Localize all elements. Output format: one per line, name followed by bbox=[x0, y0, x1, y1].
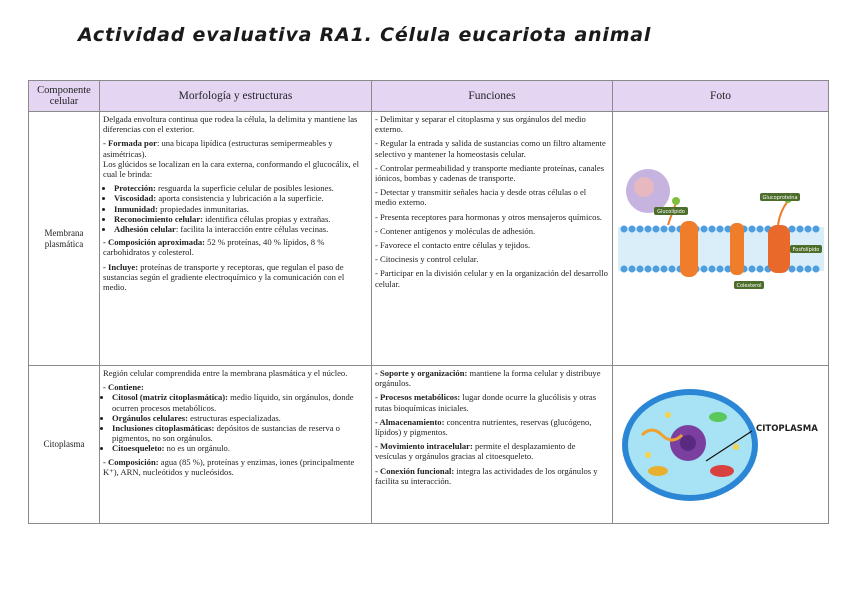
membrana-glucocalix-list bbox=[103, 183, 368, 234]
table-row-membrana bbox=[29, 112, 829, 366]
membrana-formada: - Formada por: una bicapa lipídica (estructuras semipermeables y asimétricas). bbox=[103, 138, 333, 159]
list-item: - Favorece el contacto entre células y tejidos. bbox=[375, 240, 531, 251]
citoplasma-composicion: - Composición: agua (85 %), proteínas y enzimas, iones (principalmente K⁺), ARN, nucleótidos y nucleósidos. bbox=[103, 456, 355, 477]
list-item: • Protección: resguarda la superficie celular de posibles lesiones. bbox=[114, 183, 368, 193]
citoplasma-name: Citoplasma bbox=[29, 366, 100, 524]
membrana-morfologia bbox=[100, 112, 372, 366]
membrana-name: Membrana plasmática bbox=[29, 112, 100, 366]
membrana-intro: Delgada envoltura continua que rodea la célula, la delimita y mantiene las diferencias con el exterior. bbox=[103, 114, 358, 135]
svg-text:Colesterol: Colesterol bbox=[735, 282, 762, 289]
list-item: - Controlar permeabilidad y transporte mediante proteínas, canales iónicos, bombas y cadenas de transporte. bbox=[375, 162, 605, 184]
membrane-illustration bbox=[618, 169, 824, 309]
list-item: - Soporte y organización: mantiene la forma celular y distribuye orgánulos. bbox=[375, 368, 601, 389]
page-title: Actividad evaluativa RA1. Célula eucariota animal bbox=[78, 24, 652, 46]
list-item: • Inmunidad: propiedades inmunitarias. bbox=[114, 204, 368, 214]
header-foto: Foto bbox=[613, 81, 829, 112]
header-morfologia: Morfología y estructuras bbox=[100, 81, 372, 112]
svg-text:Glucoproteína: Glucoproteína bbox=[761, 194, 798, 201]
citoplasma-list bbox=[103, 392, 368, 453]
list-item: • Citoesqueleto: no es un orgánulo. bbox=[112, 443, 368, 453]
cell-components-table bbox=[28, 80, 829, 524]
list-item: • Adhesión celular: facilita la interacción entre células vecinas. bbox=[114, 224, 368, 234]
list-item: - Delimitar y separar el citoplasma y sus orgánulos del medio externo. bbox=[375, 114, 586, 135]
list-item: • Orgánulos celulares: estructuras especializadas. bbox=[112, 413, 368, 423]
list-item: - Regular la entrada y salida de sustancias como un filtro altamente selectivo y mantener la homeostasis celular. bbox=[375, 138, 606, 159]
citoplasma-label: CITOPLASMA bbox=[755, 423, 818, 434]
citoplasma-funciones bbox=[372, 366, 613, 524]
list-item: - Detectar y transmitir señales hacia y desde otras células o el medio externo. bbox=[375, 187, 587, 208]
list-item: - Participar en la división celular y en la organización del desarrollo celular. bbox=[375, 268, 608, 289]
citoplasma-intro: Región celular comprendida entre la membrana plasmática y el núcleo. bbox=[103, 368, 348, 378]
citoplasma-photo bbox=[613, 366, 829, 524]
membrana-funciones bbox=[372, 112, 613, 366]
list-item: - Almacenamiento: concentra nutrientes, reservas (glucógeno, lípidos) y pigmentos. bbox=[375, 416, 592, 438]
svg-text:Glucolípido: Glucolípido bbox=[656, 208, 685, 215]
list-item: - Procesos metabólicos: lugar donde ocurre la glucólisis y otras rutas bioquímicas iniciales. bbox=[375, 392, 597, 413]
list-item: • Citosol (matriz citoplasmática): medio líquido, sin orgánulos, donde ocurren procesos metabólicos. bbox=[112, 392, 368, 412]
membrana-composicion: - Composición aproximada: 52 % proteínas, 40 % lípidos, 8 % carbohidratos y colesterol. bbox=[103, 237, 325, 258]
header-funciones: Funciones bbox=[372, 81, 613, 112]
list-item: - Presenta receptores para hormonas y otros mensajeros químicos. bbox=[375, 211, 602, 222]
table-header-row bbox=[29, 81, 829, 112]
list-item: - Contener antígenos y moléculas de adhesión. bbox=[375, 225, 536, 236]
list-item: • Viscosidad: aporta consistencia y lubricación a la superficie. bbox=[114, 193, 368, 203]
svg-text:Fosfolípido: Fosfolípido bbox=[792, 246, 819, 253]
membrana-photo bbox=[613, 112, 829, 366]
membrana-glucidos: Los glúcidos se localizan en la cara externa, conformando el glucocálix, el cual le brinda: bbox=[103, 158, 360, 180]
citoplasma-contiene: - Contiene: bbox=[103, 382, 144, 393]
list-item: - Citocinesis y control celular. bbox=[375, 254, 479, 265]
table-row-citoplasma bbox=[29, 366, 829, 524]
cell-illustration bbox=[618, 375, 824, 515]
list-item: • Inclusiones citoplasmáticas: depósitos de sustancias de reserva o pigmentos, no son orgánulos. bbox=[112, 423, 368, 443]
citoplasma-morfologia bbox=[100, 366, 372, 524]
list-item: - Movimiento intracelular: permite el desplazamiento de vesículas y orgánulos gracias al citoesqueleto. bbox=[375, 441, 576, 462]
list-item: • Reconocimiento celular: identifica células propias y extrañas. bbox=[114, 214, 368, 224]
header-componente: Componente celular bbox=[29, 81, 100, 112]
membrana-incluye: - Incluye: proteínas de transporte y receptoras, que regulan el paso de sustancias según el gradiente electroquímico y la comunicación con el medio. bbox=[103, 261, 345, 293]
list-item: - Conexión funcional: integra las actividades de los orgánulos y facilita su interacción. bbox=[375, 465, 598, 486]
